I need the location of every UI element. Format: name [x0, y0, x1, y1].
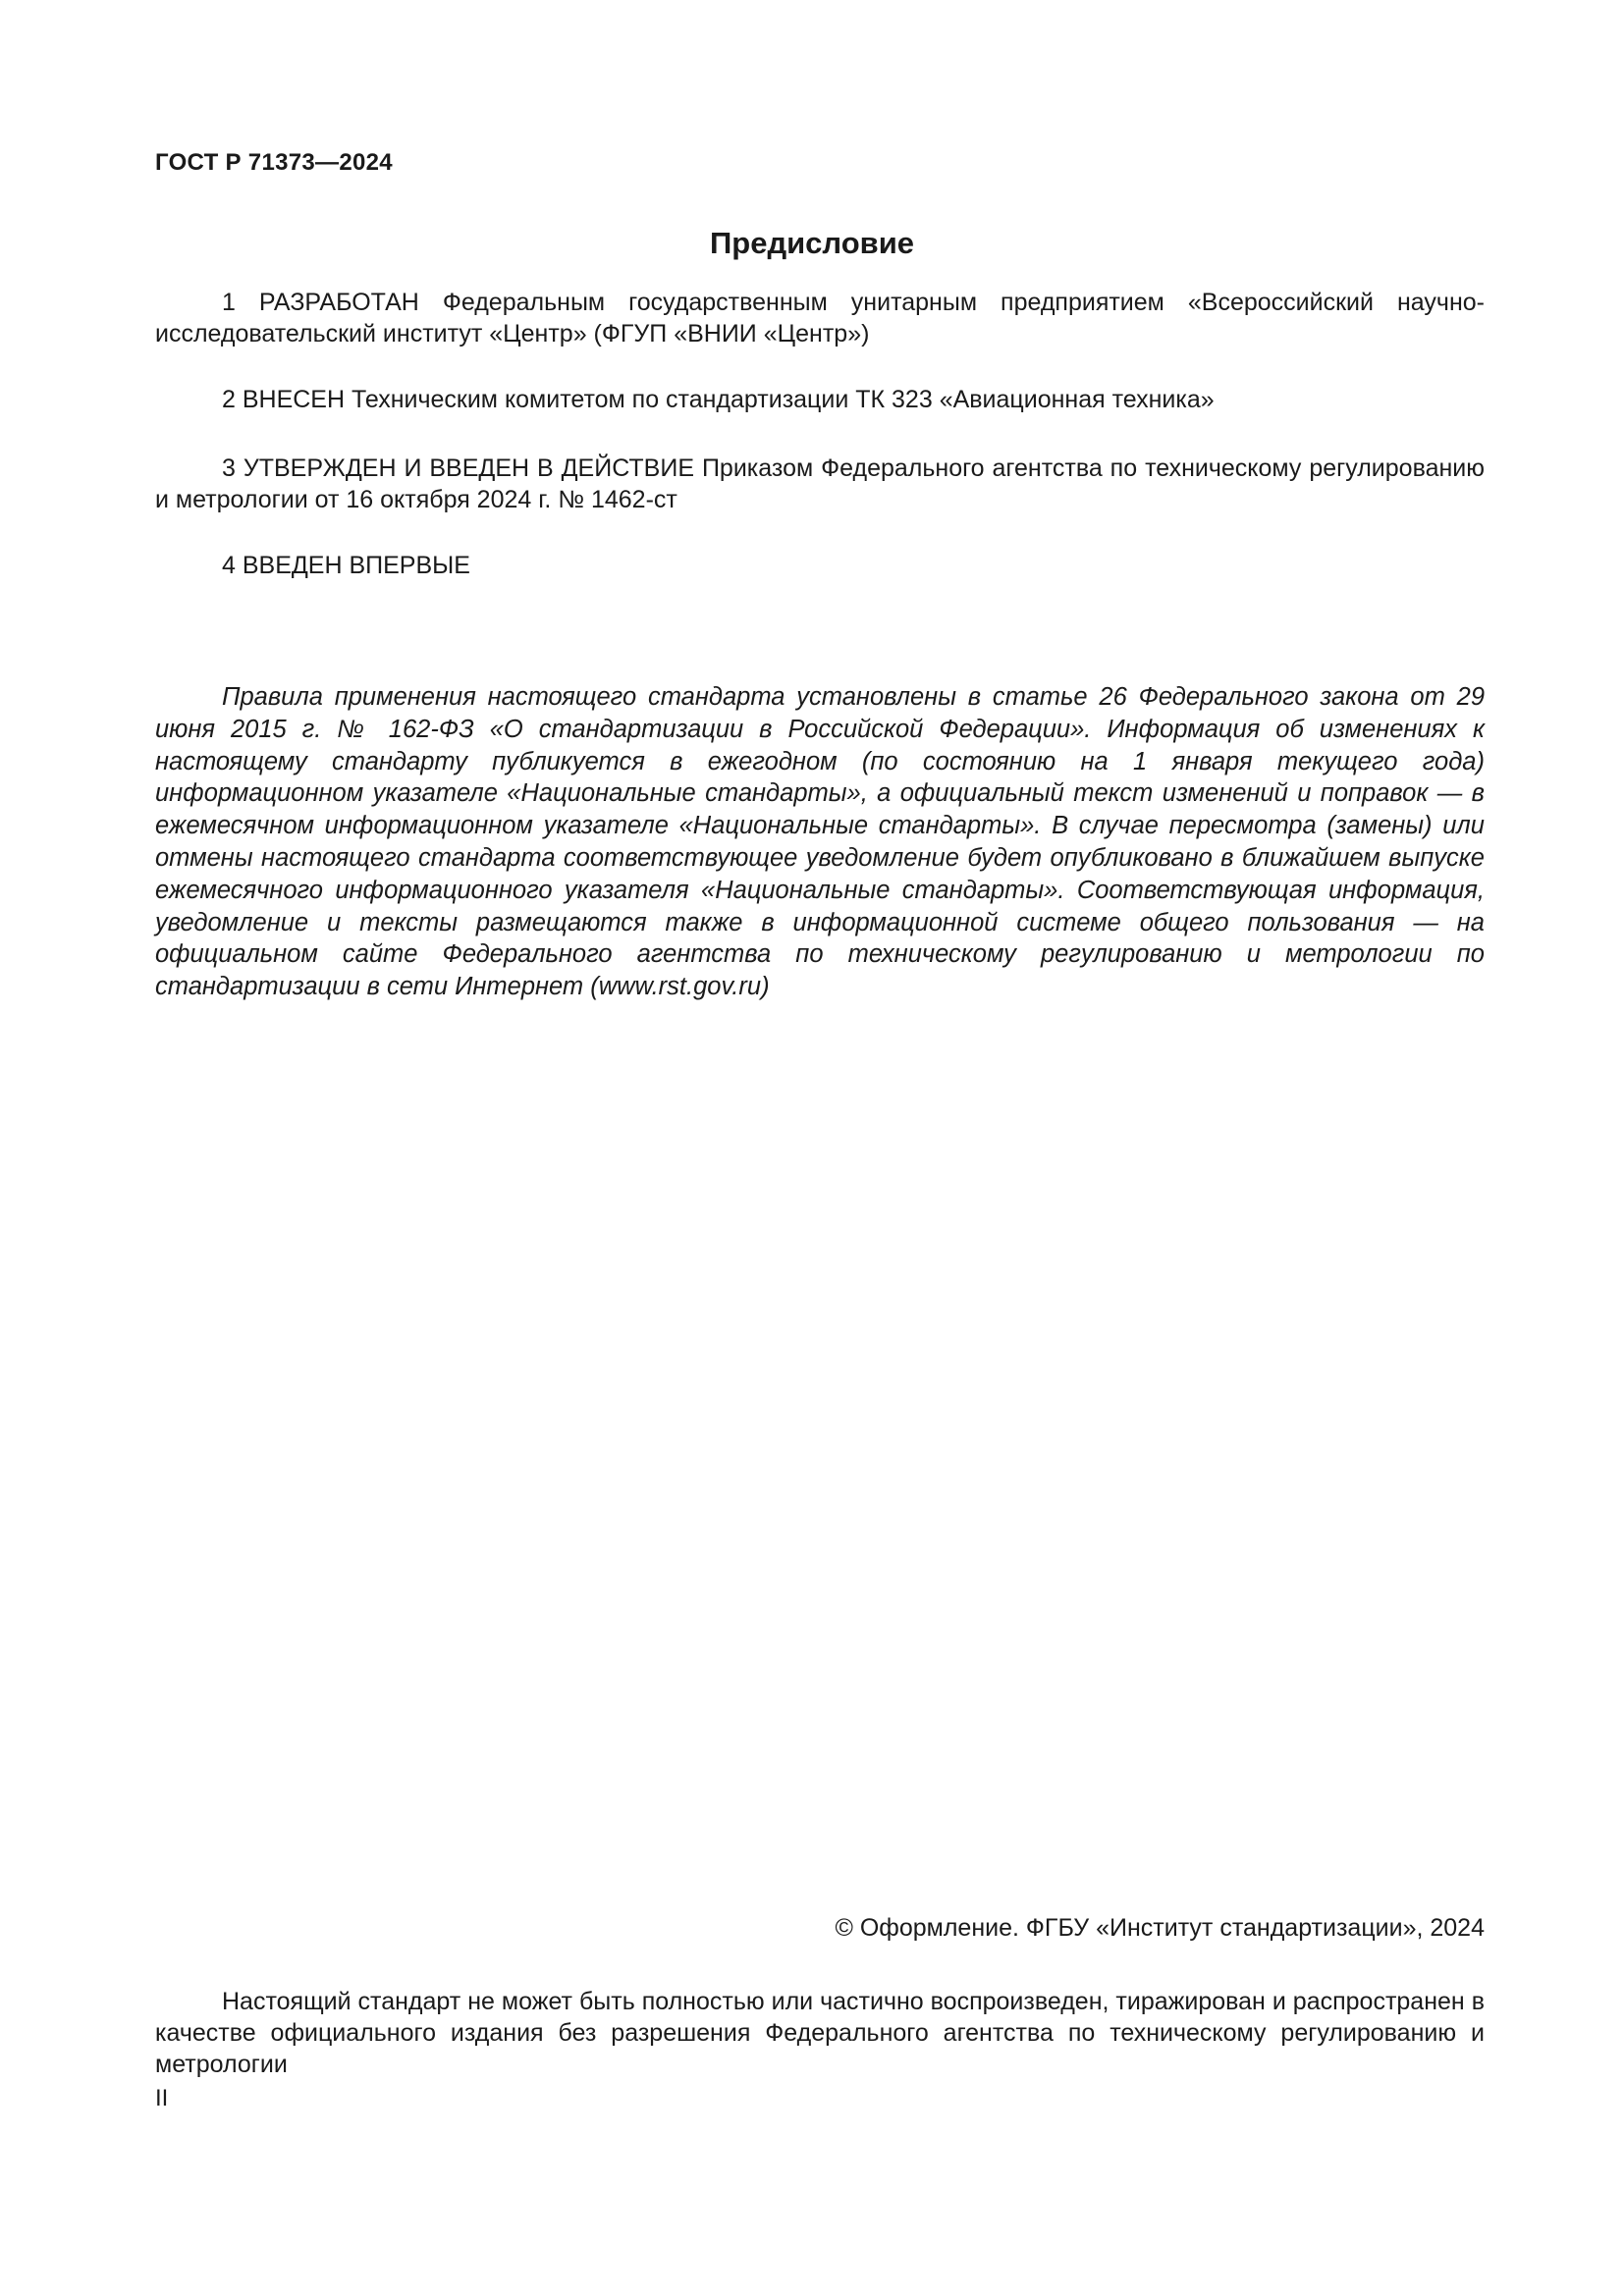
preface-item-introduced: 2 ВНЕСЕН Техническим комитетом по стандартизации ТК 323 «Авиационная техника»: [222, 386, 1215, 413]
preface-item-first-introduced: 4 ВВЕДЕН ВПЕРВЫЕ: [222, 552, 470, 579]
page-number: II: [155, 2085, 169, 2111]
copyright-line: © Оформление. ФГБУ «Институт стандартизации», 2024: [835, 1914, 1485, 1942]
reproduction-restriction: Настоящий стандарт не может быть полностью или частично воспроизведен, тиражирован и распространен в качестве официального издания без разрешения Федерального агентства по техническому регулированию и метрологии: [155, 1988, 1485, 2078]
preface-item-approved: 3 УТВЕРЖДЕН И ВВЕДЕН В ДЕЙСТВИЕ Приказом Федерального агентства по техническому регулированию и метрологии от 16 октября 2024 г. № 1462-ст: [155, 454, 1485, 513]
preface-item-developed: 1 РАЗРАБОТАН Федеральным государственным унитарным предприятием «Всероссийский научно-исследовательский институт «Центр» (ФГУП «ВНИИ «Центр»): [155, 289, 1485, 347]
preface-title: Предисловие: [709, 226, 914, 260]
document-code: ГОСТ Р 71373—2024: [155, 149, 393, 176]
application-rules-notice: Правила применения настоящего стандарта установлены в статье 26 Федерального закона от 29 июня 2015 г. № 162-ФЗ «О стандартизации в Российской Федерации». Информация об изменениях к настоящему стандарту публикуется в ежегодном (по состоянию на 1 января текущего года) информационном указателе «Национальные стандарты», а официальный текст изменений и поправок — в ежемесячном информационном указателе «Национальные стандарты». В случае пересмотра (замены) или отмены настоящего стандарта соответствующее уведомление будет опубликовано в ближайшем выпуске ежемесячного информационного указателя «Национальные стандарты». Соответствующая информация, уведомление и тексты размещаются также в информационной системе общего пользования — на официальном сайте Федерального агентства по техническому регулированию и метрологии по стандартизации в сети Интернет (www.rst.gov.ru): [155, 683, 1485, 1001]
